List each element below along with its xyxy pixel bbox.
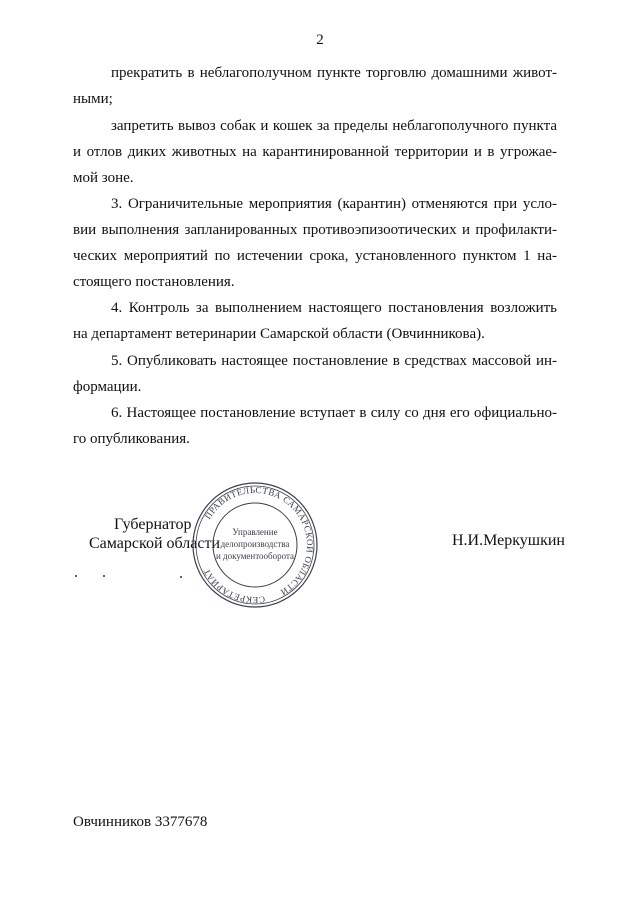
signature-title-line1: Губернатор [114,516,192,533]
body-line: 6. Настоящее постановление вступает в силу со дня его официально- [111,405,557,421]
scan-speck [180,576,182,578]
body-line: и отлов диких животных на карантинированной территории и в угрожае- [73,144,557,160]
body-line: го опубликования. [73,431,190,447]
signature-title-line2: Самарской области [89,535,220,552]
scan-speck [103,575,105,577]
body-line: стоящего постановления. [73,274,235,290]
body-line: вии выполнения запланированных противоэпизоотических и профилакти- [73,222,557,238]
svg-text:и документооборота: и документооборота [215,551,295,561]
body-line: ными; [73,91,113,107]
body-line: 4. Контроль за выполнением настоящего постановления возложить [111,300,557,316]
body-line: формации. [73,379,142,395]
signature-name: Н.И.Меркушкин [452,532,565,549]
svg-text:СЕКРЕТАРИАТ: СЕКРЕТАРИАТ [201,566,266,606]
scan-speck [75,575,77,577]
executor-footer: Овчинников 3377678 [73,814,208,830]
body-line: мой зоне. [73,170,134,186]
body-line: 3. Ограничительные мероприятия (карантин) отменяются при усло- [111,196,557,212]
svg-text:Управление: Управление [232,527,278,537]
body-line: ческих мероприятий по истечении срока, установленного пунктом 1 на- [73,248,557,264]
body-line: прекратить в неблагополучном пункте торговлю домашними живот- [111,65,557,81]
page-number: 2 [316,32,324,48]
body-line: запретить вывоз собак и кошек за пределы неблагополучного пункта [111,118,557,134]
body-line: на департамент ветеринарии Самарской области (Овчинникова). [73,326,485,342]
official-seal-stamp [190,480,320,610]
svg-text:ПРАВИТЕЛЬСТВА САМАРСКОЙ ОБЛАСТ: ПРАВИТЕЛЬСТВА САМАРСКОЙ ОБЛАСТИ [202,484,316,598]
body-line: 5. Опубликовать настоящее постановление в средствах массовой ин- [111,353,557,369]
svg-text:делопроизводства: делопроизводства [220,539,290,549]
